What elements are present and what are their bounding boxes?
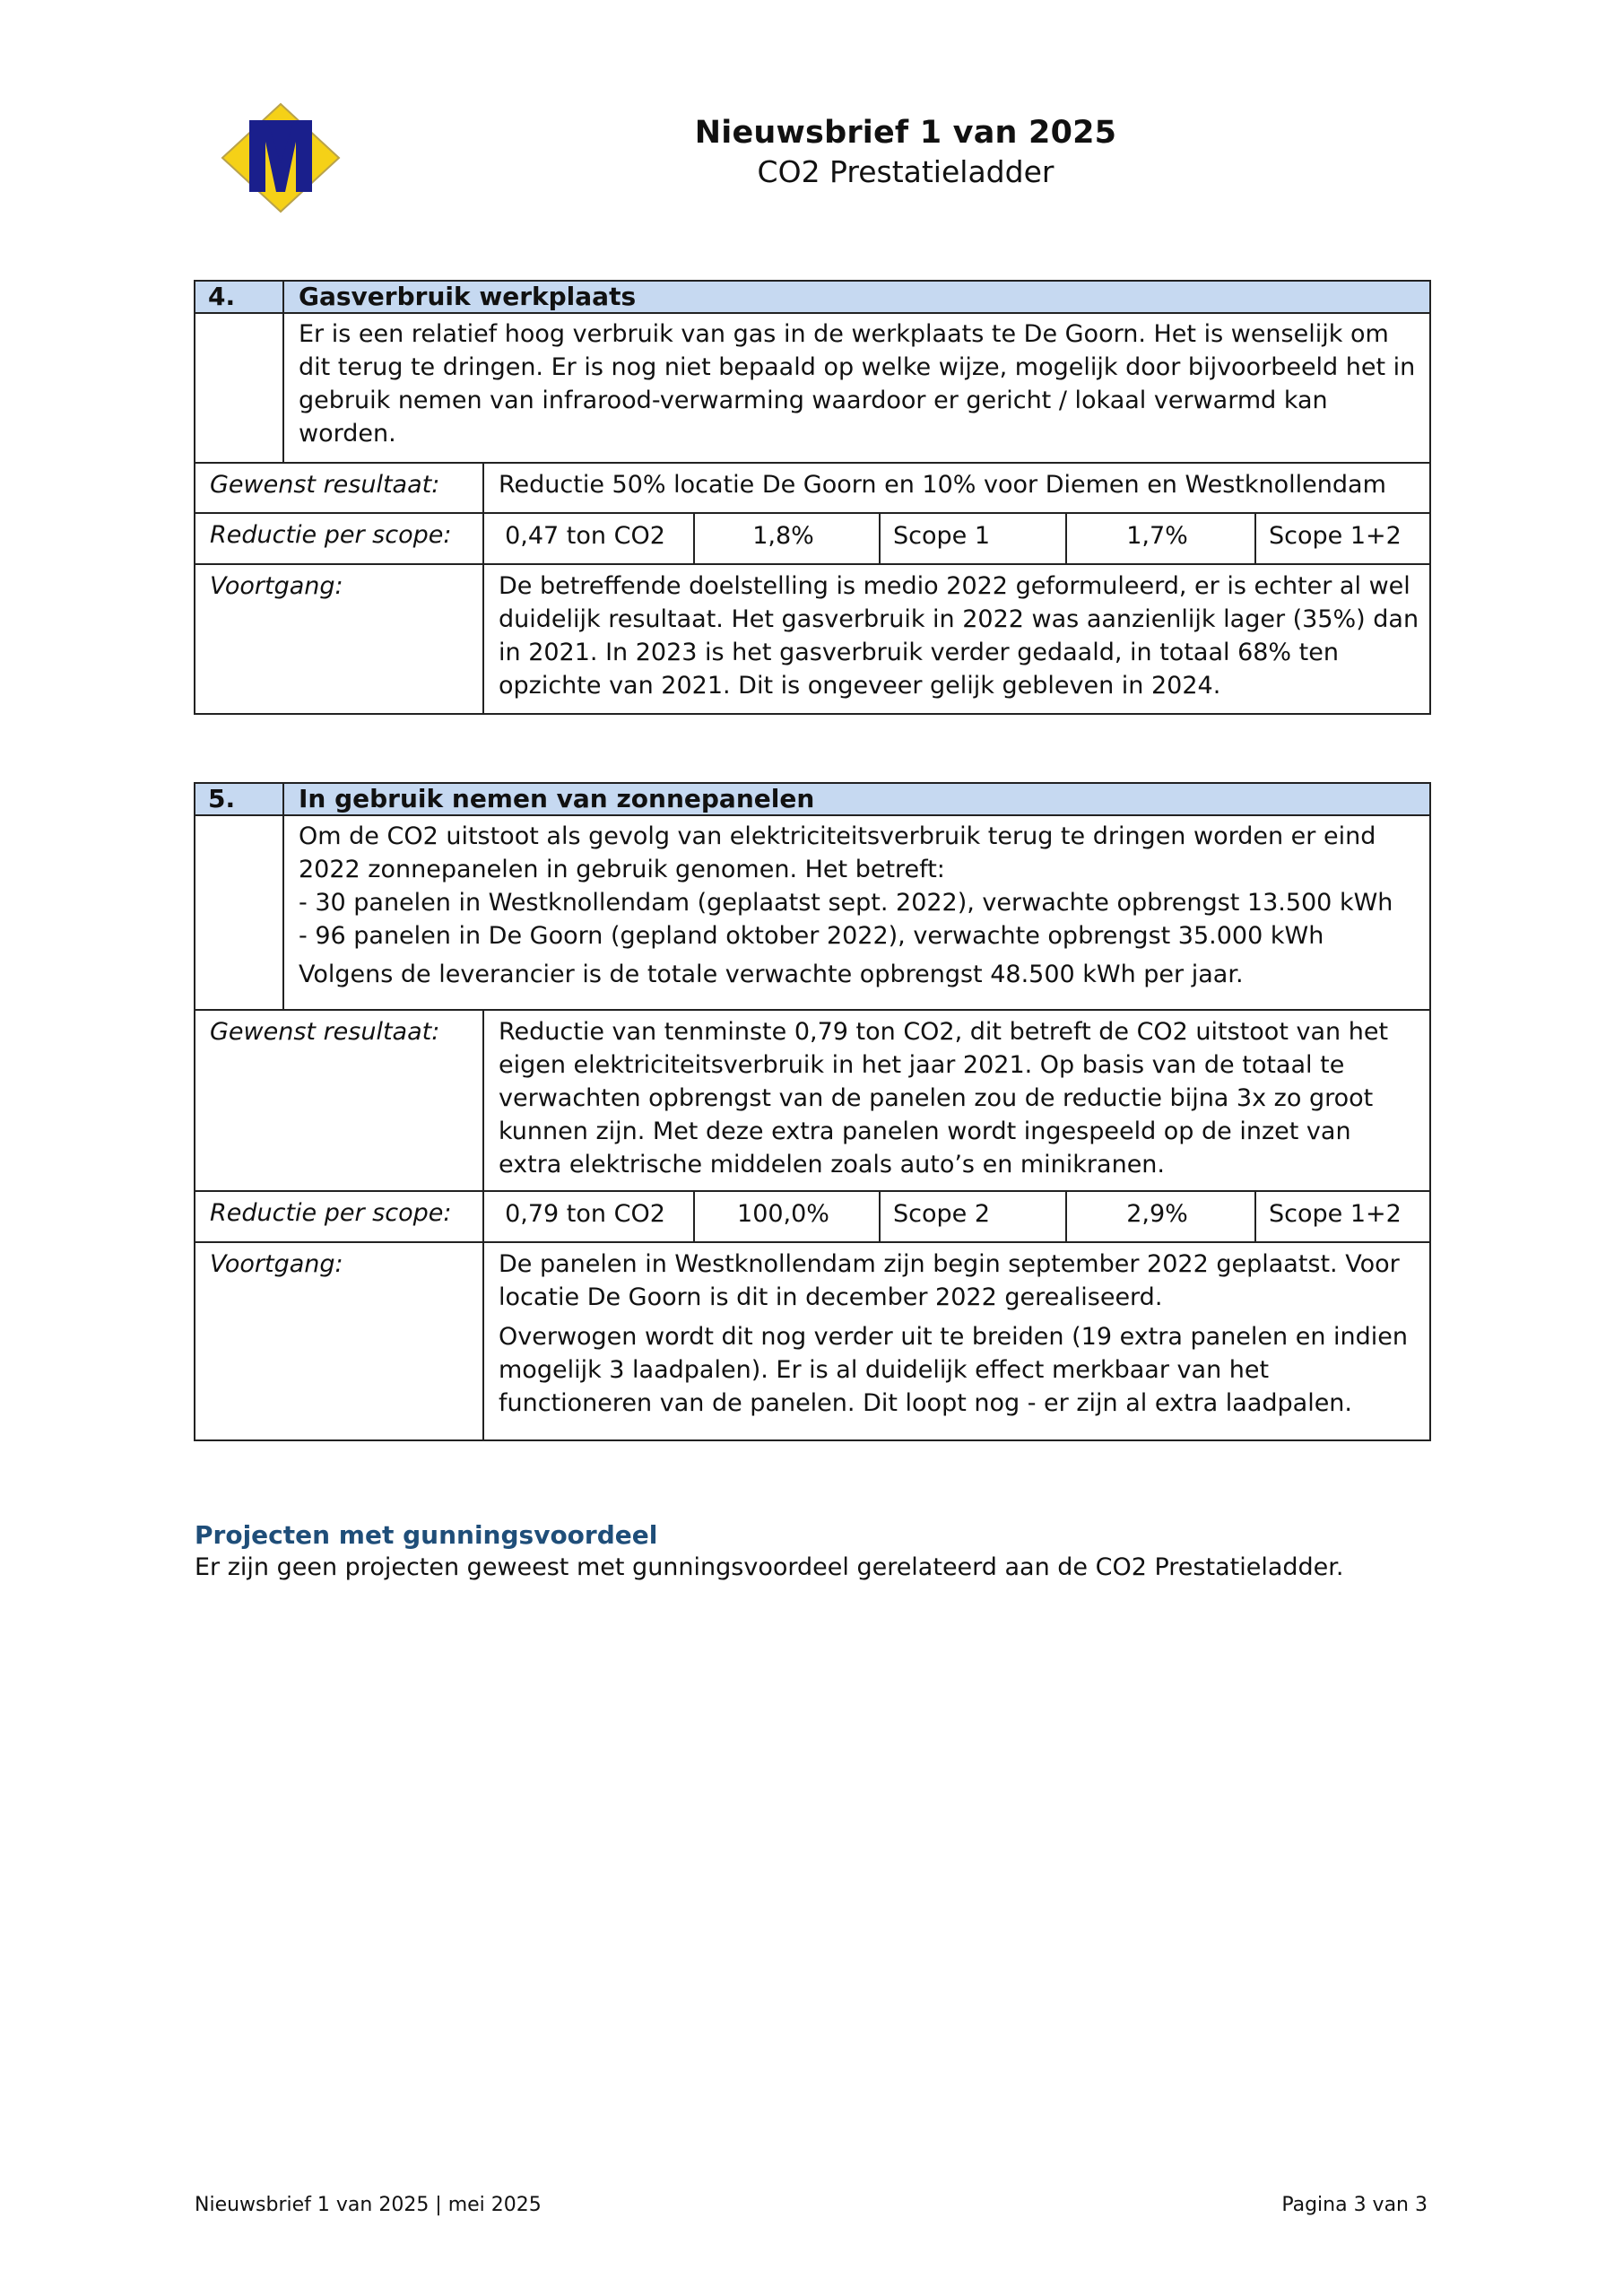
scope-total-name: Scope 1+2 [1255,513,1430,564]
gewenst-row [195,463,1430,513]
voortgang-paragraph: Overwogen wordt dit nog verder uit te breiden (19 extra panelen en indien mogelijk 3 laadpalen). Er is al duidelijk effect merkbaar van het functioneren van de panelen. Dit loopt nog - er zijn al extra laadpalen. [499,1323,1409,1417]
scope-amount: 0,79 ton CO2 [483,1191,694,1242]
description-line: Om de CO2 uitstoot als gevolg van elektriciteitsverbruik terug te dringen worden er eind 2022 zonnepanelen in gebruik genomen. Het betreft: [299,822,1376,883]
description-line: Volgens de leverancier is de totale verwachte opbrengst 48.500 kWh per jaar. [299,961,1244,988]
goal-description-row [195,815,1430,1010]
gewenst-label: Gewenst resultaat: [195,1010,483,1191]
goal-title: Gasverbruik werkplaats [283,281,1430,313]
goal-table-4 [194,280,1431,715]
scope-total-name: Scope 1+2 [1255,1191,1430,1242]
goal-number: 5. [195,783,283,815]
page-title: Nieuwsbrief 1 van 2025 [694,115,1117,151]
scope-label: Reductie per scope: [195,513,483,564]
scope-total-percentage: 2,9% [1066,1191,1255,1242]
footer-page-number: Pagina 3 van 3 [1281,2194,1428,2216]
voortgang-row [195,1242,1430,1440]
gewenst-label: Gewenst resultaat: [195,463,483,513]
scope-amount: 0,47 ton CO2 [483,513,694,564]
company-logo [221,102,341,213]
gewenst-row [195,1010,1430,1191]
footer-left: Nieuwsbrief 1 van 2025 | mei 2025 [195,2194,542,2216]
goal-description [283,815,1430,1010]
goal-header-row [195,281,1430,313]
voortgang-value: De betreffende doelstelling is medio 2022 geformuleerd, er is echter al wel duidelijk resultaat. Het gasverbruik in 2022 was aanzienlijk lager (35%) dan in 2021. In 2023 is het gasverbruik verder gedaald, in totaal 68% ten opzichte van 2021. Dit is ongeveer gelijk gebleven in 2024. [483,564,1430,714]
goal-title: In gebruik nemen van zonnepanelen [283,783,1430,815]
section-body-projecten: Er zijn geen projecten geweest met gunningsvoordeel gerelateerd aan de CO2 Prestatieladder. [195,1553,1344,1581]
voortgang-label: Voortgang: [195,1242,483,1440]
scope-name: Scope 1 [880,513,1066,564]
section-heading-projecten: Projecten met gunningsvoordeel [195,1520,658,1550]
scope-total-percentage: 1,7% [1066,513,1255,564]
gewenst-value: Reductie 50% locatie De Goorn en 10% voor Diemen en Westknollendam [483,463,1430,513]
scope-row [195,513,1430,564]
goal-number: 4. [195,281,283,313]
goal-description: Er is een relatief hoog verbruik van gas in de werkplaats te De Goorn. Het is wenselijk om dit terug te dringen. Er is nog niet bepaald op welke wijze, mogelijk door bijvoorbeeld het in gebruik nemen van infrarood-verwarming waardoor er gericht / lokaal verwarmd kan worden. [283,313,1430,463]
voortgang-value [483,1242,1430,1440]
voortgang-label: Voortgang: [195,564,483,714]
scope-row [195,1191,1430,1242]
page-subtitle: CO2 Prestatieladder [757,154,1055,189]
scope-name: Scope 2 [880,1191,1066,1242]
scope-percentage: 100,0% [694,1191,880,1242]
voortgang-row [195,564,1430,714]
scope-percentage: 1,8% [694,513,880,564]
gewenst-value: Reductie van tenminste 0,79 ton CO2, dit betreft de CO2 uitstoot van het eigen elektriciteitsverbruik in het jaar 2021. Op basis van de totaal te verwachten opbrengst van de panelen zou de reductie bijna 3x zo groot kunnen zijn. Met deze extra panelen wordt ingespeeld op de inzet van extra elektrische middelen zoals auto’s en minikranen. [483,1010,1430,1191]
scope-label: Reductie per scope: [195,1191,483,1242]
voortgang-paragraph: De panelen in Westknollendam zijn begin september 2022 geplaatst. Voor locatie De Goorn is dit in december 2022 gerealiseerd. [499,1250,1400,1311]
goal-table-5 [194,782,1431,1441]
goal-description-row [195,313,1430,463]
goal-header-row [195,783,1430,815]
description-line: - 30 panelen in Westknollendam (geplaatst sept. 2022), verwachte opbrengst 13.500 kWh [299,889,1393,917]
description-line: - 96 panelen in De Goorn (gepland oktober 2022), verwachte opbrengst 35.000 kWh [299,922,1324,950]
